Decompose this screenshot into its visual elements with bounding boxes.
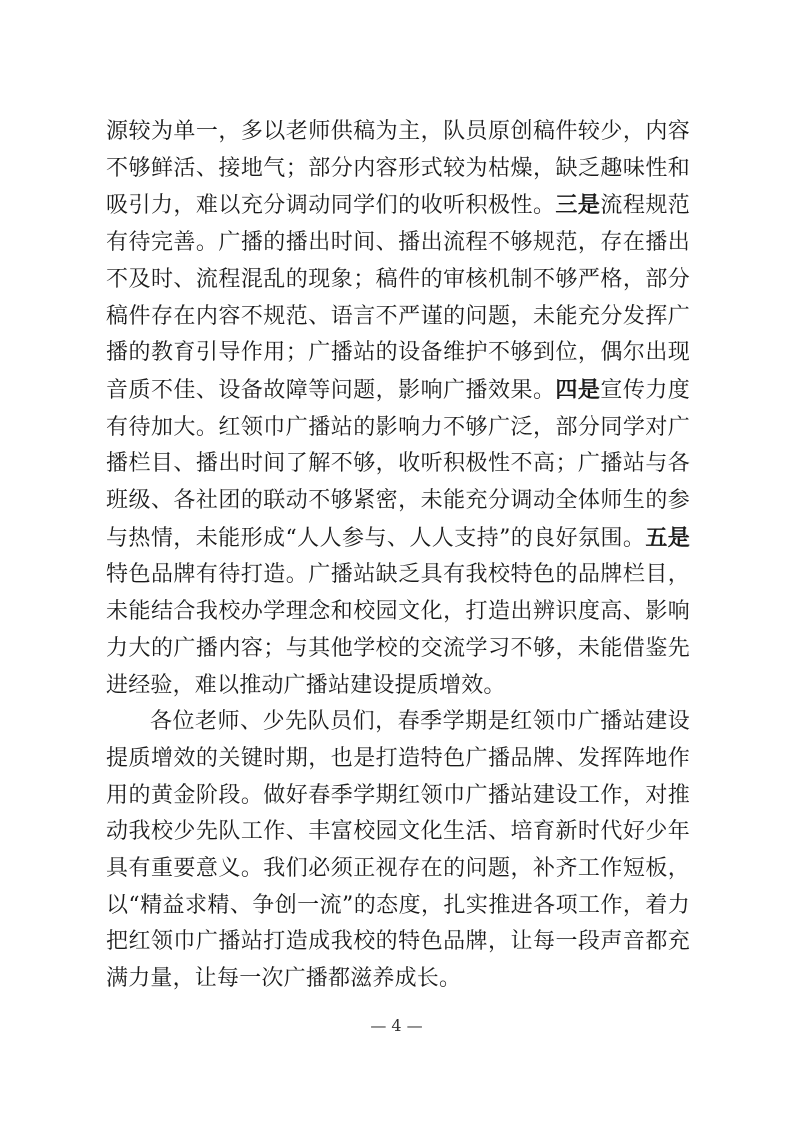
paragraph-text: 特色品牌有待打造。广播站缺乏具有我校特色的品牌栏目，未能结合我校办学理念和校园文化，打造出辨识度高、影响力大的广播内容；与其他学校的交流学习不够，未能借鉴先进经验，难以推动广播站建设提质增效。 [106, 562, 690, 698]
paragraph-text: 流程规范有待完善。广播的播出时间、播出流程不够规范，存在播出不及时、流程混乱的现象；稿件的审核机制不够严格，部分稿件存在内容不规范、语言不严谨的问题，未能充分发挥广播的教育引导作用；广播站的设备维护不够到位，偶尔出现音质不佳、设备故障等问题，影响广播效果。 [106, 193, 690, 403]
page-number: — 4 — [370, 1016, 423, 1035]
paragraph-conclusion [106, 704, 690, 998]
emphasis-label: 三是 [555, 192, 601, 219]
paragraph-text: 宣传力度有待加大。红领巾广播站的影响力不够广泛，部分同学对广播栏目、播出时间了解不够，收听积极性不高；广播站与各班级、各社团的联动不够紧密，未能充分调动全体师生的参与热情，未能形成“人人参与、人人支持”的良好氛围。 [106, 377, 690, 551]
emphasis-label: 四是 [555, 376, 601, 403]
emphasis-label: 五是 [645, 524, 690, 551]
paragraph-problems [106, 114, 690, 704]
document-body [106, 114, 690, 998]
paragraph-text: 各位老师、少先队员们，春季学期是红领巾广播站建设提质增效的关键时期，也是打造特色广播品牌、发挥阵地作用的黄金阶段。做好春季学期红领巾广播站建设工作，对推动我校少先队工作、丰富校园文化生活、培育新时代好少年具有重要意义。我们必须正视存在的问题，补齐工作短板，以“精益求精、争创一流”的态度，扎实推进各项工作，着力把红领巾广播站打造成我校的特色品牌，让每一段声音都充满力量，让每一次广播都滋养成长。 [106, 709, 690, 992]
paragraph-text: 源较为单一，多以老师供稿为主，队员原创稿件较少，内容不够鲜活、接地气；部分内容形式较为枯燥，缺乏趣味性和吸引力，难以充分调动同学们的收听积极性。 [106, 119, 690, 219]
